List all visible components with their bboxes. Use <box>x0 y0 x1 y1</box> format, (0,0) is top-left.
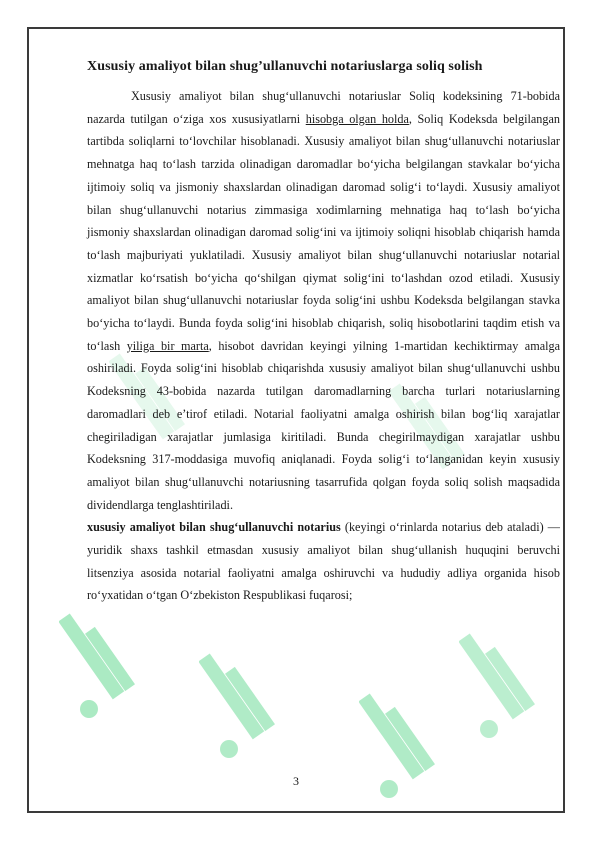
watermark-logo-icon <box>359 669 449 813</box>
definition-term: xususiy amaliyot bilan shug‘ullanuvchi notarius <box>87 520 341 535</box>
document-body <box>87 59 560 607</box>
document-title: Xususiy amaliyot bilan shug’ullanuvchi notariuslarga soliq solish <box>87 59 483 74</box>
definition-text: (keyingi o‘rinlarda notarius deb ataladi) — yuridik shaxs tashkil etmasdan xususiy amaliyot bilan shug‘ullanish huquqini beruvchi litsenziya asosida notarial faoliyatni amalga oshiruvchi va hududiy adliya organida hisob ro‘yxatidan o‘tgan O‘zbekiston Respublikasi fuqarosi; <box>87 520 560 603</box>
watermark-logo-icon <box>459 609 549 759</box>
watermark-logo-icon <box>199 629 289 779</box>
paragraph-text: , hisobot davridan keyingi yilning 1-martidan kechiktirmay amalga oshiriladi. Foyda solig‘ini hisoblab chiqarishda xususiy amaliyot bilan shug‘ullanuvchi ushbu Kodeksning 43-bobida nazarda tutilgan daromadlarning barcha turlari notariuslarning daromadlari deb e’tirof etiladi. Notarial faoliyatni amalga oshirish bilan bog‘liq xarajatlar chegiriladigan xarajatlar jumlasiga kiritiladi. Bunda chegirilmaydigan xarajatlar ushbu Kodeksning 317-moddasiga muvofiq aniqlanadi. Foyda solig‘i to‘langanidan keyin xususiy amaliyot bilan shug‘ullanuvchi notariusning tasarrufida qolgan foyda soliq solish maqsadida dividendlarga tenglashtiriladi. <box>87 338 560 512</box>
paragraph-text: , Soliq Kodeksda belgilangan tartibda soliqlarni to‘lovchilar hisoblanadi. Xususiy amaliyot bilan shug‘ullanuvchi notariuslar mehnatga haq to‘lash tarzida olinadigan daromadlar bo‘yicha belgilangan stavkalar bo‘yicha ijtimoiy soliq va jismoniy shaxslardan olinadigan daromad solig‘i to‘laydi. Xususiy amaliyot bilan shug‘ullanuvchi notarius zimmasiga xodimlarning mehnatiga haq to‘lash bo‘yicha jismoniy shaxslardan olinadigan daromad solig‘ini va ijtimoiy soliqni hisoblab chiqarish hamda to‘lash majburiyati yuklatiladi. Xususiy amaliyot bilan shug‘ullanuvchi notariuslar notarial xizmatlar ko‘rsatish bo‘yicha qo‘shilgan qiymat solig‘ini to‘lashdan ozod etiladi. Xususiy amaliyot bilan shug‘ullanuvchi notariuslar foyda solig‘ini ushbu Kodeksda belgilangan stavka bo‘yicha to‘laydi. Bunda foyda solig‘ini hisoblab chiqarish, soliq hisobotlarini taqdim etish va to‘lash <box>87 111 560 353</box>
underlined-phrase[interactable]: hisobga olgan holda <box>305 111 409 126</box>
watermark-logo-icon <box>59 589 149 739</box>
page-frame <box>27 27 565 813</box>
definition-paragraph <box>87 516 560 607</box>
page-number: 3 <box>293 774 299 788</box>
body-paragraph <box>87 85 560 516</box>
underlined-phrase[interactable]: yiliga bir marta <box>126 338 209 353</box>
paragraph-text: Xususiy amaliyot bilan shug‘ullanuvchi notariuslar Soliq kodeksining 71-bobida nazarda tutilgan o‘ziga xos xususiyatlarni <box>87 89 560 126</box>
